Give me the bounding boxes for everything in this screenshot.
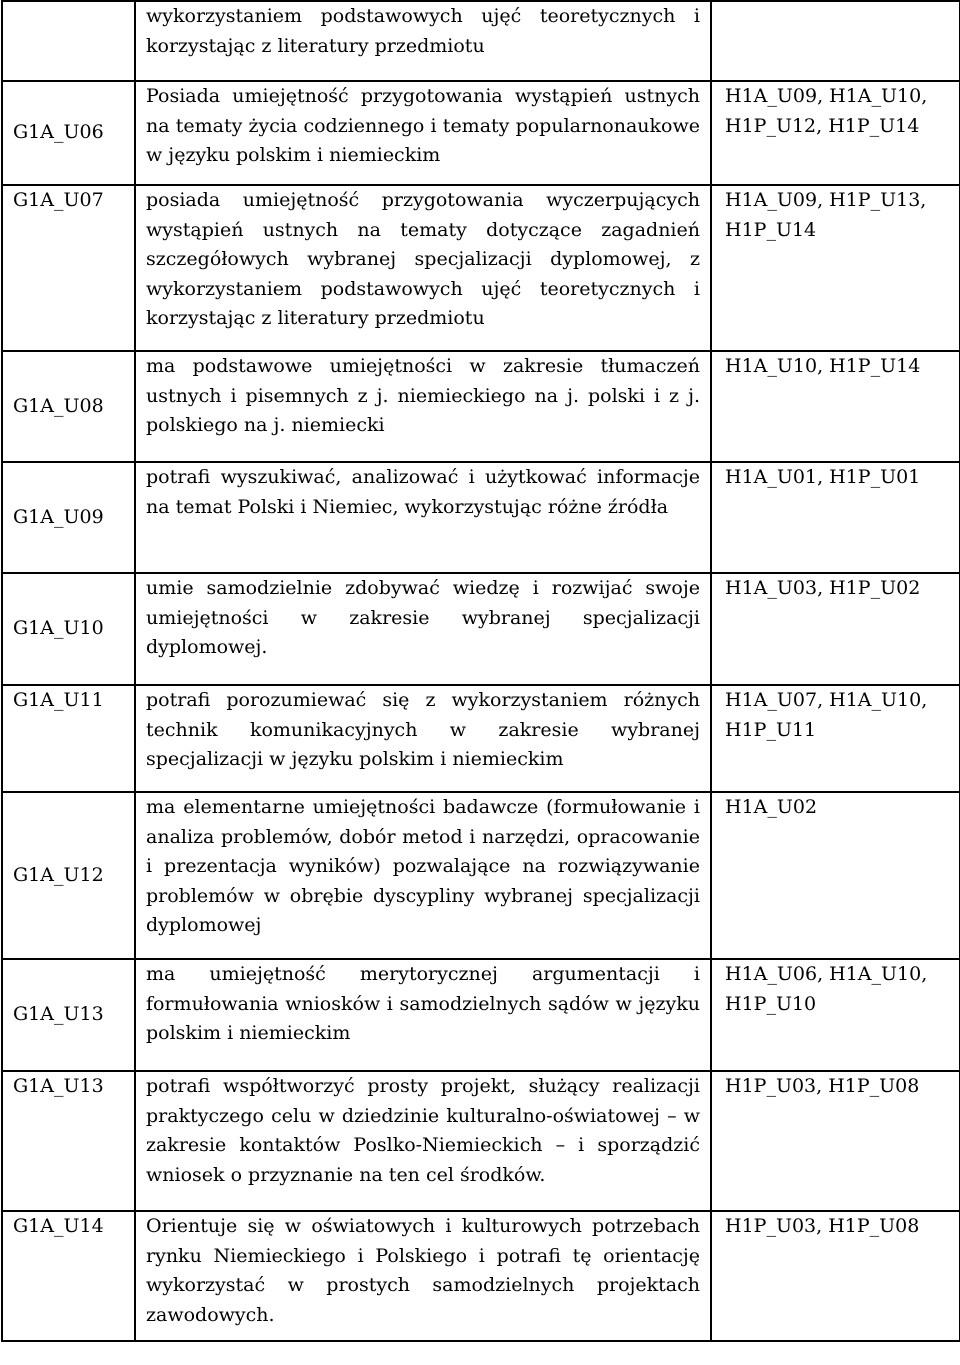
outcome-references: H1P_U03, H1P_U08 — [711, 1071, 960, 1211]
table-row — [2, 351, 960, 462]
table-row — [2, 81, 960, 185]
table-row — [2, 1, 960, 81]
outcome-references: H1A_U09, H1P_U13, H1P_U14 — [711, 185, 960, 351]
outcome-code — [2, 1, 135, 81]
outcome-description: potrafi porozumiewać się z wykorzystaniem różnych technik komunikacyjnych w zakresie wybranej specjalizacji w języku polskim i niemieckim — [135, 685, 711, 792]
outcome-references: H1A_U06, H1A_U10, H1P_U10 — [711, 959, 960, 1071]
table-row — [2, 1211, 960, 1341]
outcome-code: G1A_U10 — [2, 573, 135, 685]
outcome-code: G1A_U08 — [2, 351, 135, 462]
outcome-references: H1A_U09, H1A_U10, H1P_U12, H1P_U14 — [711, 81, 960, 185]
table-row — [2, 959, 960, 1071]
outcome-references — [711, 1, 960, 81]
table-row — [2, 1071, 960, 1211]
outcome-references: H1A_U10, H1P_U14 — [711, 351, 960, 462]
outcome-code: G1A_U12 — [2, 792, 135, 959]
outcome-description: ma umiejętność merytorycznej argumentacji i formułowania wniosków i samodzielnych sądów w języku polskim i niemieckim — [135, 959, 711, 1071]
table-row — [2, 462, 960, 573]
table-row — [2, 792, 960, 959]
learning-outcomes-table — [1, 0, 960, 1342]
outcome-description: ma podstawowe umiejętności w zakresie tłumaczeń ustnych i pisemnych z j. niemieckiego na j. polski i z j. polskiego na j. niemiecki — [135, 351, 711, 462]
outcome-description: posiada umiejętność przygotowania wyczerpujących wystąpień ustnych na tematy dotyczące zagadnień szczegółowych wybranej specjalizacji dyplomowej, z wykorzystaniem podstawowych ujęć teoretycznych i korzystając z literatury przedmiotu — [135, 185, 711, 351]
outcome-code: G1A_U09 — [2, 462, 135, 573]
outcome-references: H1A_U03, H1P_U02 — [711, 573, 960, 685]
outcome-code: G1A_U13 — [2, 1071, 135, 1211]
table-row — [2, 185, 960, 351]
outcome-code: G1A_U11 — [2, 685, 135, 792]
outcome-references: H1A_U01, H1P_U01 — [711, 462, 960, 573]
table-row — [2, 573, 960, 685]
outcome-references: H1A_U07, H1A_U10, H1P_U11 — [711, 685, 960, 792]
table-row — [2, 685, 960, 792]
outcome-description: potrafi współtworzyć prosty projekt, służący realizacji praktyczego celu w dziedzinie kulturalno-oświatowej – w zakresie kontaktów Poslko-Niemieckich – i sporządzić wniosek o przyznanie na ten cel środków. — [135, 1071, 711, 1211]
outcome-description: Posiada umiejętność przygotowania wystąpień ustnych na tematy życia codziennego i tematy popularnonaukowe w języku polskim i niemieckim — [135, 81, 711, 185]
outcome-code: G1A_U07 — [2, 185, 135, 351]
outcome-description: potrafi wyszukiwać, analizować i użytkować informacje na temat Polski i Niemiec, wykorzystując różne źródła — [135, 462, 711, 573]
outcome-code: G1A_U06 — [2, 81, 135, 185]
outcome-description: Orientuje się w oświatowych i kulturowych potrzebach rynku Niemieckiego i Polskiego i potrafi tę orientację wykorzystać w prostych samodzielnych projektach zawodowych. — [135, 1211, 711, 1341]
outcome-code: G1A_U14 — [2, 1211, 135, 1341]
outcome-code: G1A_U13 — [2, 959, 135, 1071]
outcome-references: H1A_U02 — [711, 792, 960, 959]
outcome-references: H1P_U03, H1P_U08 — [711, 1211, 960, 1341]
outcome-description: wykorzystaniem podstawowych ujęć teoretycznych i korzystając z literatury przedmiotu — [135, 1, 711, 81]
outcome-description: umie samodzielnie zdobywać wiedzę i rozwijać swoje umiejętności w zakresie wybranej specjalizacji dyplomowej. — [135, 573, 711, 685]
outcome-description: ma elementarne umiejętności badawcze (formułowanie i analiza problemów, dobór metod i narzędzi, opracowanie i prezentacja wyników) pozwalające na rozwiązywanie problemów w obrębie dyscypliny wybranej specjalizacji dyplomowej — [135, 792, 711, 959]
